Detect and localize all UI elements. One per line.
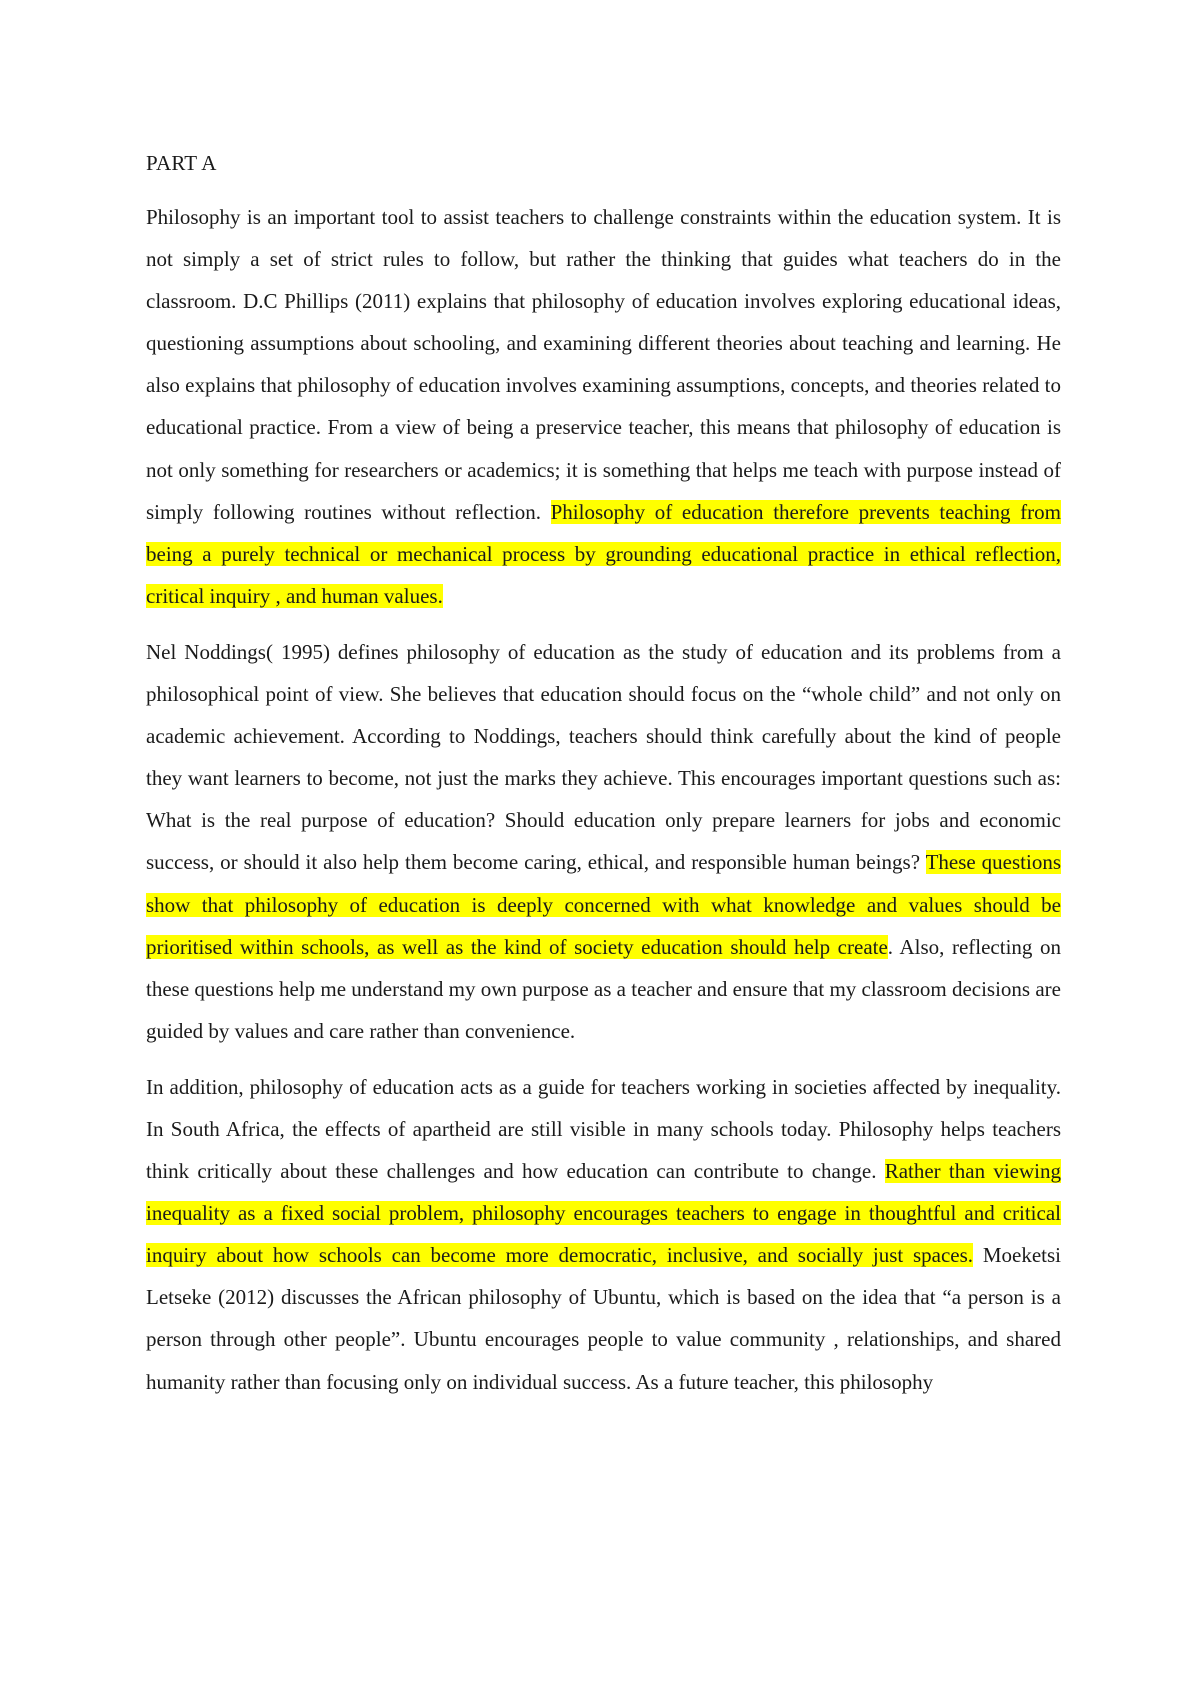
section-heading: PART A bbox=[146, 151, 217, 175]
paragraph-2 bbox=[146, 631, 1061, 1052]
highlighted-text: Rather than viewing inequality as a fixed social problem, philosophy encourages teachers to engage in thoughtful and critical inquiry about how schools can become more democratic, inclusive, and socially just spaces. bbox=[146, 1159, 1061, 1268]
paragraph-3 bbox=[146, 1066, 1061, 1403]
paragraph-text: Moeketsi Letseke (2012) discusses the African philosophy of Ubuntu, which is based on the idea that “a person is a person through other people”. Ubuntu encourages people to value community , relationships, and shared humanity rather than focusing only on individual success. As a future teacher, this philosophy bbox=[146, 1243, 1061, 1394]
highlighted-text: These questions show that philosophy of education is deeply concerned with what knowledge and values should be prioritised within schools, as well as the kind of society education should help create bbox=[146, 850, 1061, 959]
highlighted-text: Philosophy of education therefore prevents teaching from being a purely technical or mechanical process by grounding educational practice in ethical reflection, critical inquiry , and human values. bbox=[146, 499, 1062, 608]
paragraph-text: . Also, reflecting on these questions help me understand my own purpose as a teacher and ensure that my classroom decisions are guided by values and care rather than convenience. bbox=[146, 934, 1062, 1043]
document-page bbox=[146, 142, 1061, 1417]
paragraph-text: In addition, philosophy of education acts as a guide for teachers working in societies affected by inequality. In South Africa, the effects of apartheid are still visible in many schools today. Philosophy helps teachers think critically about these challenges and how education can contribute to change. bbox=[146, 1074, 1061, 1184]
paragraph-text: Philosophy is an important tool to assist teachers to challenge constraints within the education system. It is not simply a set of strict rules to follow, but rather the thinking that guides what teachers do in the classroom. D.C Phillips (2011) explains that philosophy of education involves exploring educational ideas, questioning assumptions about schooling, and examining different theories about teaching and learning. He also explains that philosophy of education involves examining assumptions, concepts, and theories related to educational practice. From a view of being a preservice teacher, this means that philosophy of education is not only something for researchers or academics; it is something that helps me teach with purpose instead of simply following routines without reflection. bbox=[146, 205, 1061, 524]
paragraph-text: Nel Noddings( 1995) defines philosophy of education as the study of education and its problems from a philosophical point of view. She believes that education should focus on the “whole child” and not only on academic achievement. According to Noddings, teachers should think carefully about the kind of people they want learners to become, not just the marks they achieve. This encourages important questions such as: What is the real purpose of education? Should education only prepare learners for jobs and economic success, or should it also help them become caring, ethical, and responsible human beings? bbox=[146, 639, 1061, 875]
paragraph-1 bbox=[146, 196, 1061, 617]
